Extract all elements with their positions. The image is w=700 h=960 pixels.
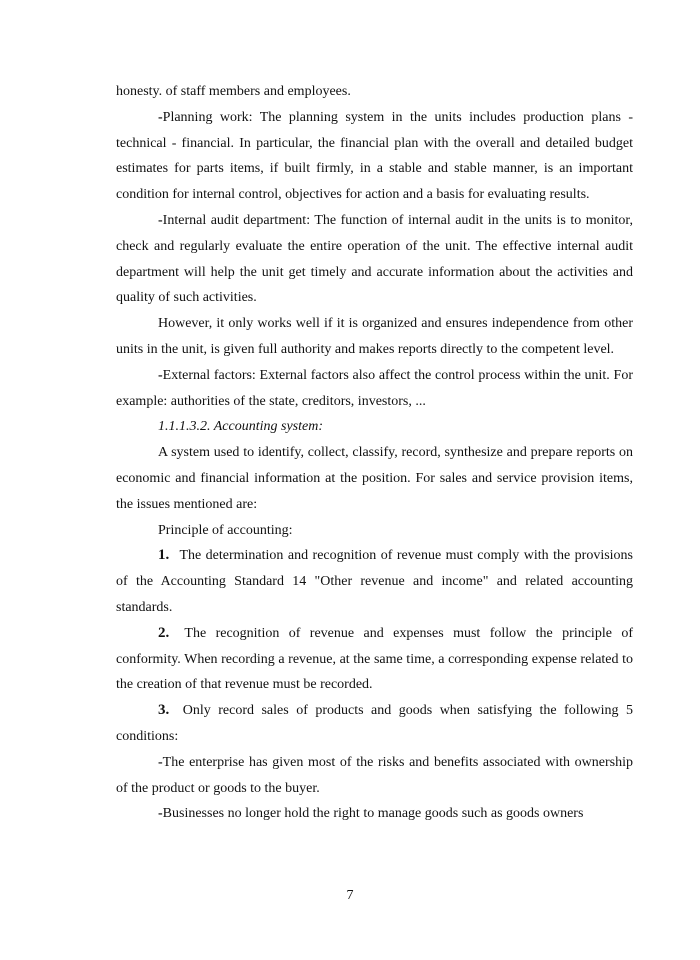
document-body (116, 79, 633, 827)
dash-bullet: - (158, 754, 163, 770)
numbered-text: Only record sales of products and goods when satisfying the following 5 conditions: (116, 703, 633, 744)
section-heading: 1.1.1.3.2. Accounting system: (158, 419, 323, 435)
bullet-text: Businesses no longer hold the right to manage goods such as goods owners (162, 806, 584, 822)
numbered-paragraph (116, 543, 633, 620)
dash-bullet: - (158, 109, 163, 125)
body-paragraph: However, it only works well if it is organized and ensures independence from other units in the unit, is given full authority and makes reports directly to the competent level. (116, 316, 633, 357)
numbered-text: The determination and recognition of revenue must comply with the provisions of the Accounting Standard 14 "Other revenue and income" and related accounting standards. (116, 548, 633, 615)
dash-bullet: - (158, 367, 163, 383)
paragraph-continuation: honesty. of staff members and employees. (116, 84, 351, 99)
bullet-paragraph (116, 105, 633, 208)
numbered-paragraph (116, 698, 633, 750)
dash-bullet: - (158, 212, 163, 228)
numbered-text: The recognition of revenue and expenses must follow the principle of conformity. When recording a revenue, at the same time, a corresponding expense related to the creation of that revenue must be recorded. (116, 625, 633, 693)
bullet-paragraph (116, 801, 633, 827)
page-number: 7 (346, 888, 354, 903)
bullet-text: The enterprise has given most of the risks and benefits associated with ownership of the product or goods to the buyer. (116, 754, 633, 796)
bullet-paragraph (116, 208, 633, 311)
list-number: 1. (158, 547, 170, 564)
dash-bullet: - (158, 806, 163, 822)
bullet-paragraph (116, 750, 633, 802)
body-paragraph: Principle of accounting: (158, 522, 293, 538)
list-number: 2. (158, 624, 170, 641)
body-paragraph: A system used to identify, collect, classify, record, synthesize and prepare reports on economic and financial information at the position. For sales and service provision items, the issues mentioned are: (116, 445, 633, 512)
bullet-paragraph (116, 363, 633, 415)
bullet-text: Internal audit department: The function of internal audit in the units is to monitor, check and regularly evaluate the entire operation of the unit. The effective internal audit department will help the unit get timely and accurate information about the activities and quality of such activities. (116, 212, 633, 306)
list-number: 3. (158, 702, 170, 719)
bullet-text: External factors: External factors also affect the control process within the unit. For example: authorities of the state, creditors, investors, ... (116, 367, 633, 409)
numbered-paragraph (116, 621, 633, 698)
bullet-text: Planning work: The planning system in the units includes production plans - technical - financial. In particular, the financial plan with the overall and detailed budget estimates for parts items, if built firmly, in a stable and stable manner, is an important condition for internal control, objectives for action and a basis for evaluating results. (116, 109, 633, 203)
